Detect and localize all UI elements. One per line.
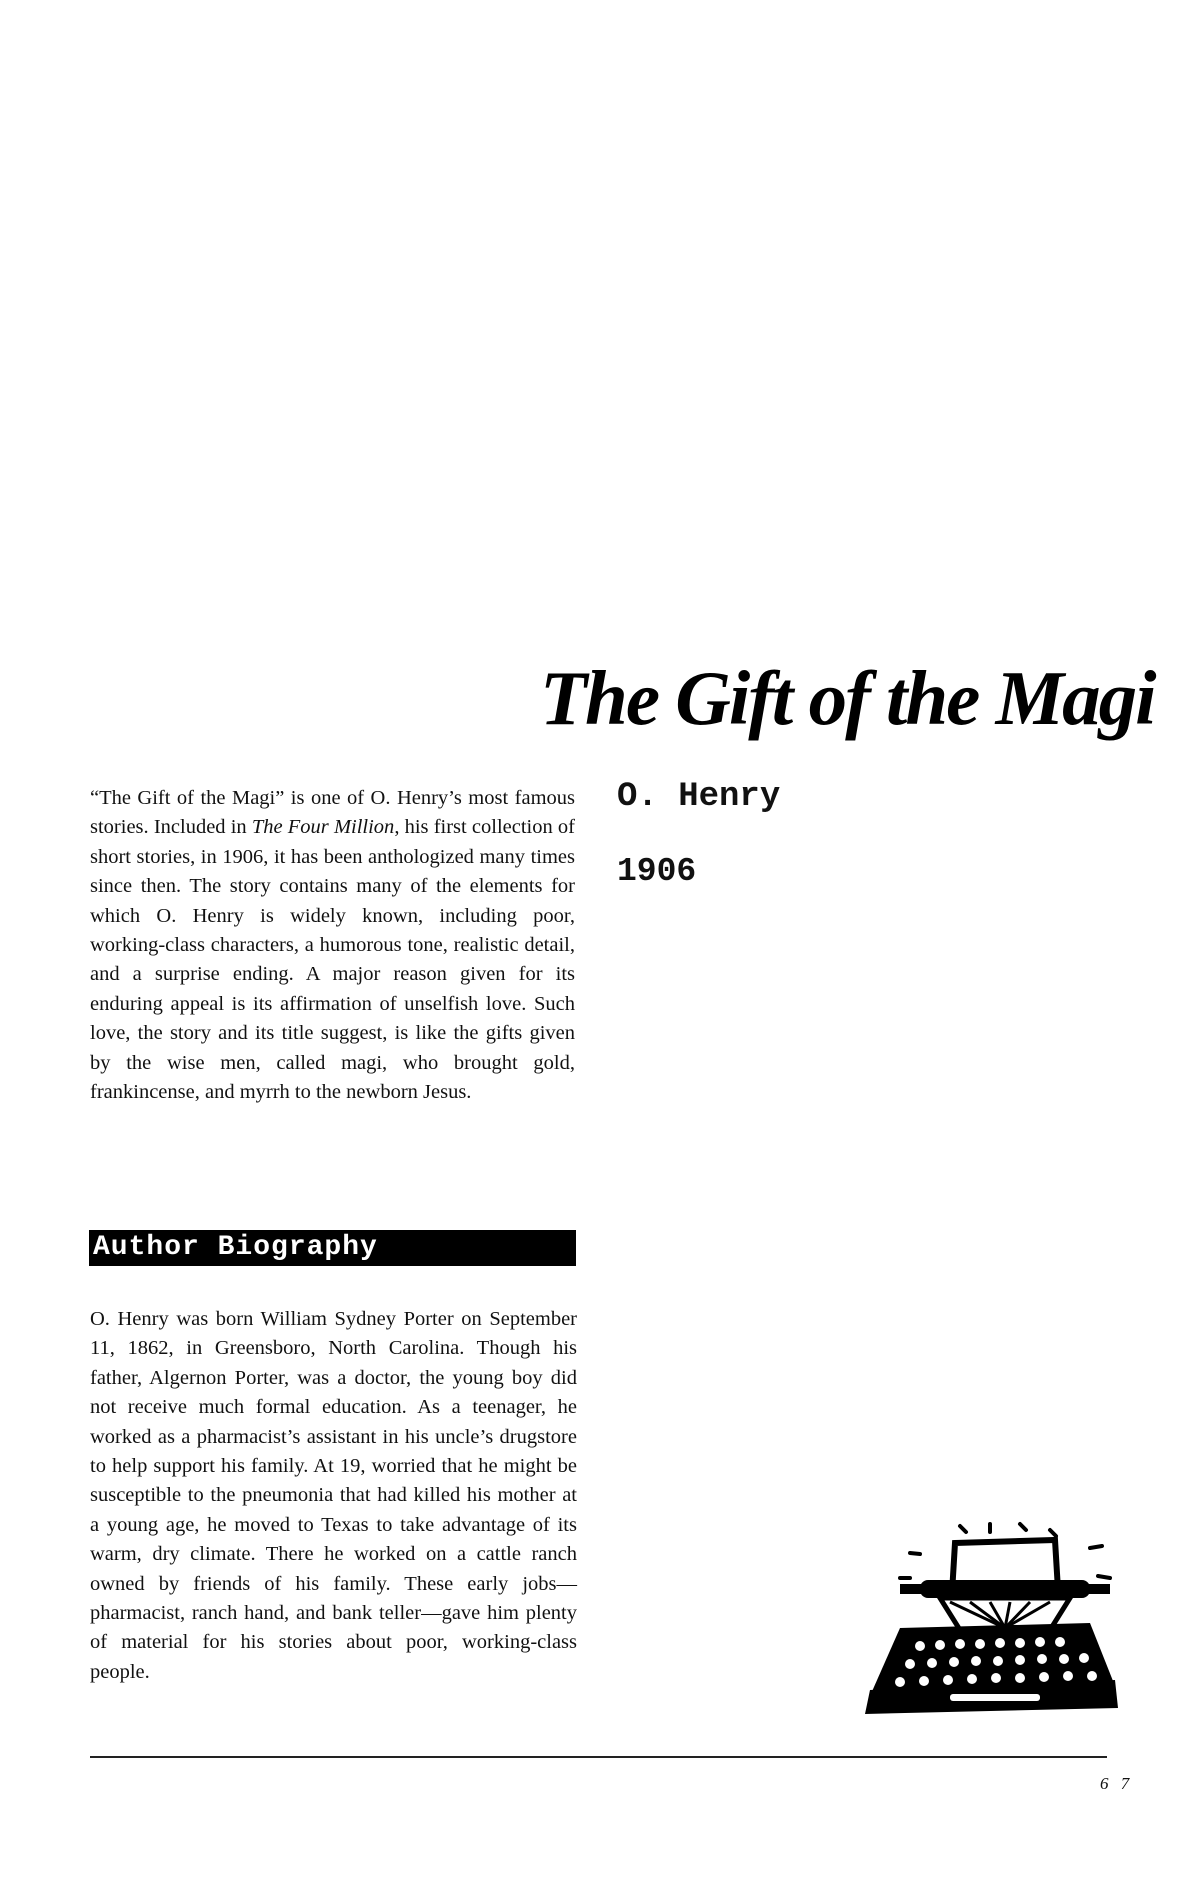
section-heading-bar bbox=[89, 1230, 576, 1266]
typewriter-icon bbox=[840, 1518, 1130, 1718]
biography-paragraph: O. Henry was born William Sydney Porter on September 11, 1862, in Greensboro, North Carolina. Though his father, Algernon Porter, was a doctor, the young boy did not receive much formal education. As a teenager, he worked as a pharmacist’s assistant in his uncle’s drugstore to help support his family. At 19, worried that he might be susceptible to the pneumonia that had killed his mother at a young age, he moved to Texas to take advantage of its warm, dry climate. There he worked on a cattle ranch owned by friends of his family. These early jobs—pharmacist, ranch hand, and bank teller—gave him plenty of material for his stories about poor, working-class people. bbox=[90, 1308, 577, 1683]
intro-text-start: “The Gift of the Magi” is one of O. Henry’s most famous stories. Included in bbox=[90, 787, 575, 839]
page-number: 6 7 bbox=[1100, 1774, 1134, 1793]
footer-rule bbox=[90, 1756, 1107, 1758]
publication-year: 1906 bbox=[617, 853, 697, 890]
book-title: The Four Million bbox=[251, 816, 395, 839]
section-heading: Author Biography bbox=[93, 1232, 378, 1263]
intro-text-end: , his first collection of short stories, in 1906, it has been anthologized many times since then. The story contains many of the elements for which O. Henry is widely known, including poor, working-class characters, a humorous tone, realistic detail, and a surprise ending. A major reason given for its enduring appeal is its affirmation of unselfish love. Such love, the story and its title suggest, is like the gifts given by the wise men, called magi, who brought gold, frankincense, and myrrh to the newborn Jesus. bbox=[90, 816, 575, 1104]
story-title: The Gift of the Magi bbox=[540, 655, 1155, 741]
intro-paragraph bbox=[90, 784, 575, 1107]
author-name: O. Henry bbox=[617, 778, 781, 816]
